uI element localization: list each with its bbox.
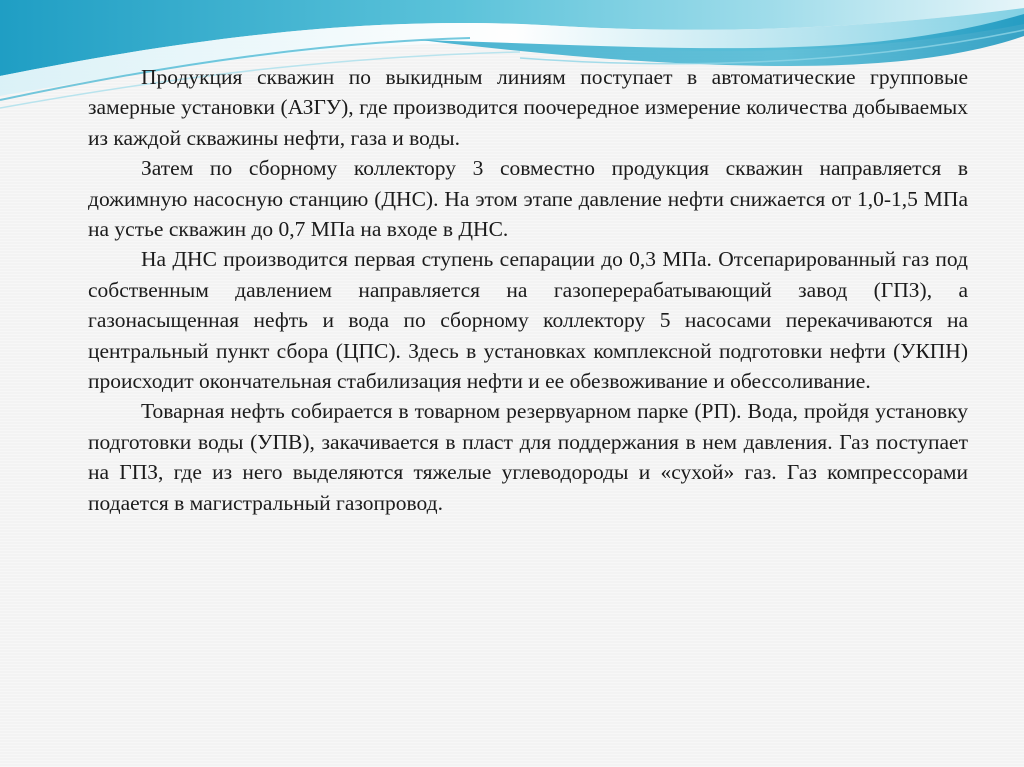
- slide-body-text: [88, 62, 968, 518]
- paragraph-1: Продукция скважин по выкидным линиям поступает в автоматические групповые замерные установки (АЗГУ), где производится поочередное измерение количества добываемых из каждой скважины нефти, газа и воды.: [88, 65, 968, 150]
- paragraph-2: Затем по сборному коллектору 3 совместно продукция скважин направляется в дожимную насосную станцию (ДНС). На этом этапе давление нефти снижается от 1,0-1,5 МПа на устье скважин до 0,7 МПа на входе в ДНС.: [88, 156, 968, 242]
- paragraph-4: Товарная нефть собирается в товарном резервуарном парке (РП). Вода, пройдя установку подготовки воды (УПВ), закачивается в пласт для поддержания в нем давления. Газ поступает на ГПЗ, где из него выделяются тяжелые углеводороды и «сухой» газ. Газ компрессорами подается в магистральный газопровод.: [88, 399, 968, 515]
- paragraph-3: На ДНС производится первая ступень сепарации до 0,3 МПа. Отсепарированный газ под собственным давлением направляется на газоперерабатывающий завод (ГПЗ), а газонасыщенная нефть и вода по сборному коллектору 5 насосами перекачиваются на центральный пункт сбора (ЦПС). Здесь в установках комплексной подготовки нефти (УКПН) происходит окончательная стабилизация нефти и ее обезвоживание и обессоливание.: [88, 247, 968, 394]
